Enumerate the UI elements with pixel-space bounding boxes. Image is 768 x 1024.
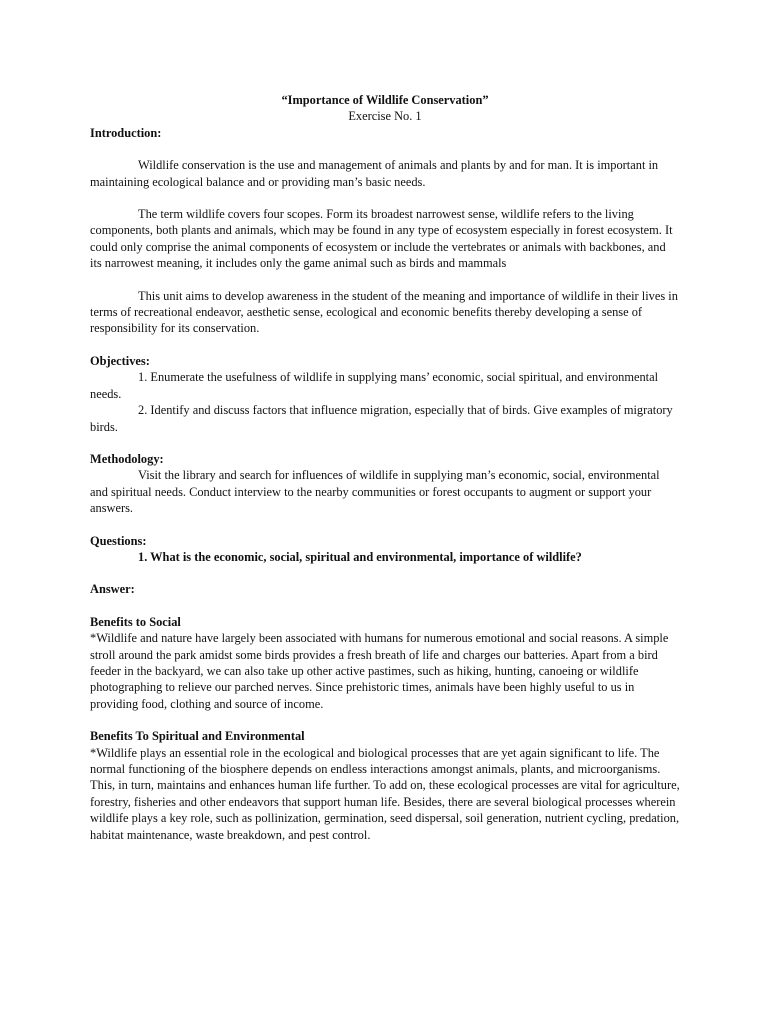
objective-item: 1. Enumerate the usefulness of wildlife in supplying mans’ economic, social spiritual, and environmental needs. xyxy=(90,370,659,401)
methodology-heading: Methodology: xyxy=(90,451,164,466)
introduction-paragraph: This unit aims to develop awareness in the student of the meaning and importance of wildlife in their lives in terms of recreational endeavor, aesthetic sense, ecological and economic benefits thereby developing a sense of responsibility for its conservation. xyxy=(90,288,678,336)
answer-heading: Answer: xyxy=(90,582,135,597)
social-benefits-text: *Wildlife and nature have largely been associated with humans for numerous emotional and social reasons. A simple stroll around the park amidst some birds provides a fresh breath of life and charges our batteries. Apart from a bird feeder in the backyard, we can also take up other active pastimes, such as hiking, hunting, canoeing or wildlife photographing to relieve our parched nerves. Since prehistoric times, animals have been highly useful to us in providing food, clothing and source of income. xyxy=(90,631,669,711)
introduction-paragraph: The term wildlife covers four scopes. Form its broadest narrowest sense, wildlife refers to the living components, both plants and animals, which may be found in any type of ecosystem especially in forest ecosystem. It could only comprise the animal components of ecosystem or include the vertebrates or animals with backbones, and its narrowest meaning, it includes only the game animal such as birds and mammals xyxy=(90,207,673,271)
introduction-heading: Introduction: xyxy=(90,125,162,140)
introduction-paragraph: Wildlife conservation is the use and management of animals and plants by and for man. It is important in maintaining ecological balance and or providing man’s basic needs. xyxy=(90,158,659,189)
objective-item: 2. Identify and discuss factors that influence migration, especially that of birds. Give examples of migratory birds. xyxy=(90,403,673,434)
question-item: 1. What is the economic, social, spiritual and environmental, importance of wildlife? xyxy=(138,549,582,564)
objectives-heading: Objectives: xyxy=(90,353,150,368)
social-benefits-heading: Benefits to Social xyxy=(90,614,181,629)
methodology-text: Visit the library and search for influences of wildlife in supplying man’s economic, social, environmental and spiritual needs. Conduct interview to the nearby communities or forest occupants to augment or support your answers. xyxy=(90,468,660,516)
questions-heading: Questions: xyxy=(90,533,147,548)
document-subtitle: Exercise No. 1 xyxy=(348,109,422,124)
document-title: “Importance of Wildlife Conservation” xyxy=(281,93,489,107)
document-body xyxy=(90,92,680,843)
spiritual-benefits-heading: Benefits To Spiritual and Environmental xyxy=(90,729,305,744)
spiritual-benefits-text: *Wildlife plays an essential role in the ecological and biological processes that are yet again significant to life. The normal functioning of the biosphere depends on endless interactions amongst animals, plants, and microorganisms. This, in turn, maintains and enhances human life further. To add on, these ecological processes are vital for agriculture, forestry, fisheries and other endeavors that support human life. Besides, there are several biological processes wherein wildlife plays a key role, such as pollinization, germination, seed dispersal, soil generation, nutrient cycling, predation, habitat maintenance, waste breakdown, and pest control. xyxy=(90,745,680,842)
